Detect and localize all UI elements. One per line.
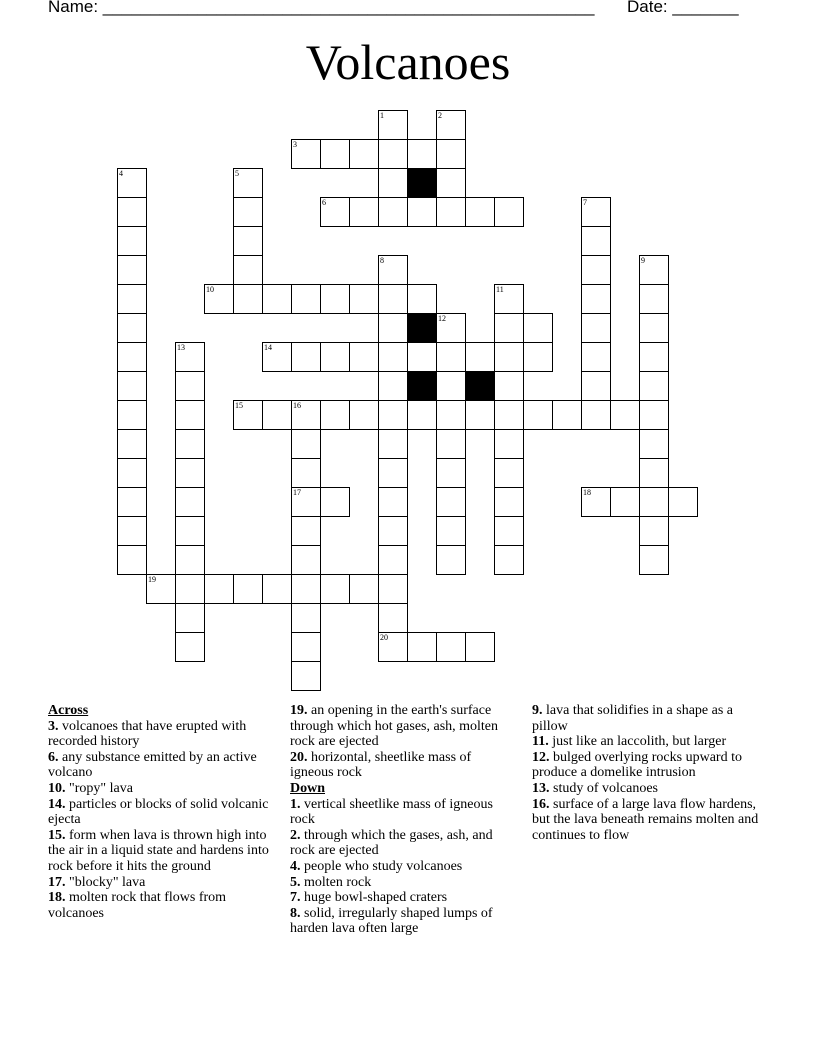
clue-number-label-20: 20 [380, 633, 388, 642]
clue-text: lava that solidifies in a shape as a pillow [532, 703, 733, 734]
clue-number-label-16: 16 [293, 401, 301, 410]
across-heading: Across [48, 703, 89, 718]
grid-cell[interactable] [117, 458, 147, 488]
grid-cell[interactable] [291, 516, 321, 546]
grid-cell[interactable] [494, 197, 524, 227]
grid-cell[interactable] [639, 313, 669, 343]
grid-cell[interactable] [407, 632, 437, 662]
clue-number-label-19: 19 [148, 575, 156, 584]
clue-number-label-13: 13 [177, 343, 185, 352]
grid-cell[interactable] [262, 400, 292, 430]
clue-number-label-12: 12 [438, 314, 446, 323]
grid-cell[interactable] [494, 429, 524, 459]
clue-number: 8. [290, 905, 301, 921]
clue-number-label-8: 8 [380, 256, 384, 265]
clue-item [290, 750, 515, 781]
grid-cell[interactable] [175, 487, 205, 517]
grid-cell[interactable] [639, 400, 669, 430]
grid-cell[interactable] [378, 545, 408, 575]
grid-cell[interactable] [436, 429, 466, 459]
grid-cell[interactable] [436, 342, 466, 372]
grid-cell[interactable] [378, 342, 408, 372]
grid-cell[interactable] [320, 139, 350, 169]
clue-item [532, 797, 762, 844]
clue-text: volcanoes that have erupted with recorded history [48, 718, 247, 750]
clue-number-label-4: 4 [119, 169, 123, 178]
clue-number-label-5: 5 [235, 169, 239, 178]
grid-cell[interactable] [436, 458, 466, 488]
clue-number-label-17: 17 [293, 488, 301, 497]
clue-item [48, 750, 278, 781]
grid-cell[interactable] [291, 603, 321, 633]
clue-number-label-6: 6 [322, 198, 326, 207]
grid-cell[interactable] [581, 400, 611, 430]
grid-cell[interactable] [378, 139, 408, 169]
grid-cell[interactable] [233, 574, 263, 604]
grid-cell[interactable] [378, 400, 408, 430]
grid-cell[interactable] [436, 400, 466, 430]
grid-cell[interactable] [639, 342, 669, 372]
grid-cell[interactable] [117, 487, 147, 517]
grid-cell[interactable] [320, 284, 350, 314]
clue-number: 20. [290, 749, 308, 765]
grid-cell[interactable] [494, 400, 524, 430]
clue-text: surface of a large lava flow hardens, but the lava beneath remains molten and continues to flow [532, 796, 759, 843]
clue-text: solid, irregularly shaped lumps of harden lava often large [290, 905, 493, 937]
grid-cell[interactable] [117, 429, 147, 459]
clues-column-2 [290, 703, 515, 937]
grid-cell[interactable] [494, 313, 524, 343]
grid-cell[interactable] [436, 197, 466, 227]
grid-cell[interactable] [291, 661, 321, 691]
clue-number-label-2: 2 [438, 111, 442, 120]
grid-cell[interactable] [436, 168, 466, 198]
grid-cell[interactable] [465, 632, 495, 662]
clue-number: 5. [290, 874, 301, 890]
grid-cell[interactable] [407, 342, 437, 372]
grid-cell[interactable] [523, 313, 553, 343]
clue-item [290, 906, 515, 937]
grid-cell[interactable] [291, 574, 321, 604]
grid-cell[interactable] [494, 516, 524, 546]
grid-cell-black [407, 313, 437, 343]
clue-number: 18. [48, 890, 66, 906]
clue-number-label-14: 14 [264, 343, 272, 352]
clue-number: 14. [48, 796, 66, 812]
grid-cell[interactable] [639, 516, 669, 546]
grid-cell[interactable] [581, 342, 611, 372]
grid-cell[interactable] [465, 197, 495, 227]
grid-cell[interactable] [639, 487, 669, 517]
grid-cell[interactable] [349, 197, 379, 227]
grid-cell[interactable] [378, 516, 408, 546]
clue-number: 3. [48, 718, 59, 734]
grid-cell[interactable] [233, 226, 263, 256]
clue-text: just like an laccolith, but larger [548, 734, 727, 750]
grid-cell[interactable] [639, 545, 669, 575]
grid-cell[interactable] [436, 139, 466, 169]
grid-cell[interactable] [581, 313, 611, 343]
clue-number: 19. [290, 703, 308, 718]
grid-cell[interactable] [117, 284, 147, 314]
grid-cell[interactable] [668, 487, 698, 517]
grid-cell[interactable] [465, 342, 495, 372]
grid-cell[interactable] [407, 197, 437, 227]
grid-cell[interactable] [494, 487, 524, 517]
grid-cell[interactable] [552, 400, 582, 430]
clue-item [48, 719, 278, 750]
clue-number-label-7: 7 [583, 198, 587, 207]
clue-number: 6. [48, 749, 59, 765]
grid-cell[interactable] [291, 429, 321, 459]
clue-text: form when lava is thrown high into the air in a liquid state and hardens into rock before it hits the ground [48, 827, 269, 874]
clue-item [48, 828, 278, 875]
grid-cell[interactable] [175, 429, 205, 459]
clue-item [290, 797, 515, 828]
grid-cell[interactable] [378, 168, 408, 198]
grid-cell[interactable] [407, 139, 437, 169]
name-field[interactable]: Name: ____________________________________________________ [48, 0, 595, 16]
clue-text: an opening in the earth's surface through which hot gases, ash, molten rock are ejected [290, 703, 499, 750]
clue-number-label-18: 18 [583, 488, 591, 497]
grid-cell[interactable] [639, 429, 669, 459]
clue-number: 10. [48, 780, 66, 796]
grid-cell[interactable] [175, 545, 205, 575]
clue-text: bulged overlying rocks upward to produce a domelike intrusion [532, 749, 742, 781]
across-clue-list-continued [290, 703, 515, 781]
grid-cell[interactable] [204, 574, 234, 604]
clues-column-1 [48, 703, 278, 921]
grid-cell[interactable] [233, 284, 263, 314]
down-clue-list-continued [532, 703, 762, 843]
grid-cell[interactable] [581, 226, 611, 256]
clue-text: particles or blocks of solid volcanic ejecta [48, 796, 269, 828]
clue-text: huge bowl-shaped craters [300, 890, 448, 906]
grid-cell[interactable] [436, 516, 466, 546]
clue-number: 17. [48, 874, 66, 890]
clue-number: 1. [290, 796, 301, 812]
clue-item [290, 703, 515, 750]
grid-cell[interactable] [175, 371, 205, 401]
clue-item [532, 750, 762, 781]
clue-item [290, 875, 515, 891]
clue-number: 15. [48, 827, 66, 843]
grid-cell[interactable] [436, 487, 466, 517]
grid-cell[interactable] [494, 342, 524, 372]
clue-number: 4. [290, 858, 301, 874]
grid-cell[interactable] [494, 545, 524, 575]
down-clue-list [290, 797, 515, 937]
grid-cell[interactable] [175, 603, 205, 633]
grid-cell[interactable] [378, 371, 408, 401]
grid-cell[interactable] [378, 458, 408, 488]
grid-cell-black [407, 168, 437, 198]
grid-cell[interactable] [436, 632, 466, 662]
grid-cell-black [465, 371, 495, 401]
grid-cell[interactable] [378, 197, 408, 227]
grid-cell[interactable] [175, 400, 205, 430]
grid-cell[interactable] [407, 284, 437, 314]
clues-column-3 [532, 703, 762, 843]
clue-number-label-9: 9 [641, 256, 645, 265]
clue-text: "blocky" lava [65, 874, 146, 890]
clue-number: 11. [532, 734, 549, 750]
clue-number-label-1: 1 [380, 111, 384, 120]
grid-cell[interactable] [291, 458, 321, 488]
grid-cell[interactable] [494, 458, 524, 488]
clue-number-label-15: 15 [235, 401, 243, 410]
grid-cell[interactable] [233, 197, 263, 227]
grid-cell[interactable] [117, 197, 147, 227]
grid-cell[interactable] [378, 284, 408, 314]
clue-text: molten rock that flows from volcanoes [48, 890, 227, 921]
grid-cell[interactable] [117, 371, 147, 401]
page-title: Volcanoes [305, 34, 511, 90]
grid-cell[interactable] [175, 574, 205, 604]
grid-cell[interactable] [349, 139, 379, 169]
grid-cell[interactable] [175, 632, 205, 662]
grid-cell[interactable] [349, 342, 379, 372]
grid-cell[interactable] [639, 458, 669, 488]
grid-cell[interactable] [262, 284, 292, 314]
clue-item [290, 859, 515, 875]
clue-text: vertical sheetlike mass of igneous rock [290, 796, 493, 828]
grid-cell[interactable] [320, 574, 350, 604]
grid-cell[interactable] [117, 400, 147, 430]
grid-cell[interactable] [378, 313, 408, 343]
grid-cell[interactable] [320, 342, 350, 372]
grid-cell[interactable] [320, 400, 350, 430]
grid-cell[interactable] [581, 371, 611, 401]
grid-cell[interactable] [117, 255, 147, 285]
clue-item [48, 875, 278, 891]
clue-number: 9. [532, 703, 543, 718]
clue-text: molten rock [300, 874, 372, 890]
grid-cell[interactable] [291, 545, 321, 575]
grid-cell[interactable] [494, 371, 524, 401]
grid-cell[interactable] [639, 371, 669, 401]
clue-number-label-3: 3 [293, 140, 297, 149]
across-clue-list [48, 719, 278, 922]
grid-cell[interactable] [117, 313, 147, 343]
grid-cell[interactable] [436, 545, 466, 575]
clue-text: through which the gases, ash, and rock are ejected [290, 827, 493, 859]
clue-item [532, 781, 762, 797]
clue-item [290, 828, 515, 859]
grid-cell[interactable] [523, 400, 553, 430]
grid-cell[interactable] [349, 574, 379, 604]
grid-cell[interactable] [407, 400, 437, 430]
grid-cell-black [407, 371, 437, 401]
grid-cell[interactable] [523, 342, 553, 372]
grid-cell[interactable] [349, 284, 379, 314]
grid-cell[interactable] [117, 545, 147, 575]
grid-cell[interactable] [349, 400, 379, 430]
grid-cell[interactable] [117, 226, 147, 256]
grid-cell[interactable] [378, 603, 408, 633]
clue-item [48, 781, 278, 797]
clue-item [48, 890, 278, 921]
grid-cell[interactable] [639, 284, 669, 314]
clue-number: 7. [290, 890, 301, 906]
clue-item [290, 890, 515, 906]
clue-text: any substance emitted by an active volcano [48, 749, 257, 781]
grid-cell[interactable] [117, 516, 147, 546]
grid-cell[interactable] [262, 574, 292, 604]
clue-number: 12. [532, 749, 550, 765]
clue-text: people who study volcanoes [300, 858, 463, 874]
grid-cell[interactable] [378, 429, 408, 459]
clue-item [532, 734, 762, 750]
clue-text: study of volcanoes [549, 780, 658, 796]
clue-number: 16. [532, 796, 550, 812]
grid-cell[interactable] [175, 458, 205, 488]
grid-cell[interactable] [175, 516, 205, 546]
grid-cell[interactable] [581, 284, 611, 314]
grid-cell[interactable] [291, 342, 321, 372]
grid-cell[interactable] [291, 632, 321, 662]
grid-cell[interactable] [610, 487, 640, 517]
grid-cell[interactable] [291, 284, 321, 314]
grid-cell[interactable] [378, 574, 408, 604]
clue-item [532, 703, 762, 734]
clue-text: horizontal, sheetlike mass of igneous rock [290, 749, 472, 781]
grid-cell[interactable] [581, 255, 611, 285]
down-heading: Down [290, 780, 326, 796]
clue-text: "ropy" lava [65, 780, 133, 796]
clue-number-label-10: 10 [206, 285, 214, 294]
grid-cell[interactable] [465, 400, 495, 430]
clue-number-label-11: 11 [496, 285, 504, 294]
grid-cell[interactable] [233, 255, 263, 285]
clue-number: 2. [290, 827, 301, 843]
grid-cell[interactable] [436, 371, 466, 401]
clue-item [48, 797, 278, 828]
date-field[interactable]: Date: _______ [627, 0, 739, 16]
clue-number: 13. [532, 780, 550, 796]
grid-cell[interactable] [378, 487, 408, 517]
grid-cell[interactable] [320, 487, 350, 517]
grid-cell[interactable] [117, 342, 147, 372]
grid-cell[interactable] [610, 400, 640, 430]
